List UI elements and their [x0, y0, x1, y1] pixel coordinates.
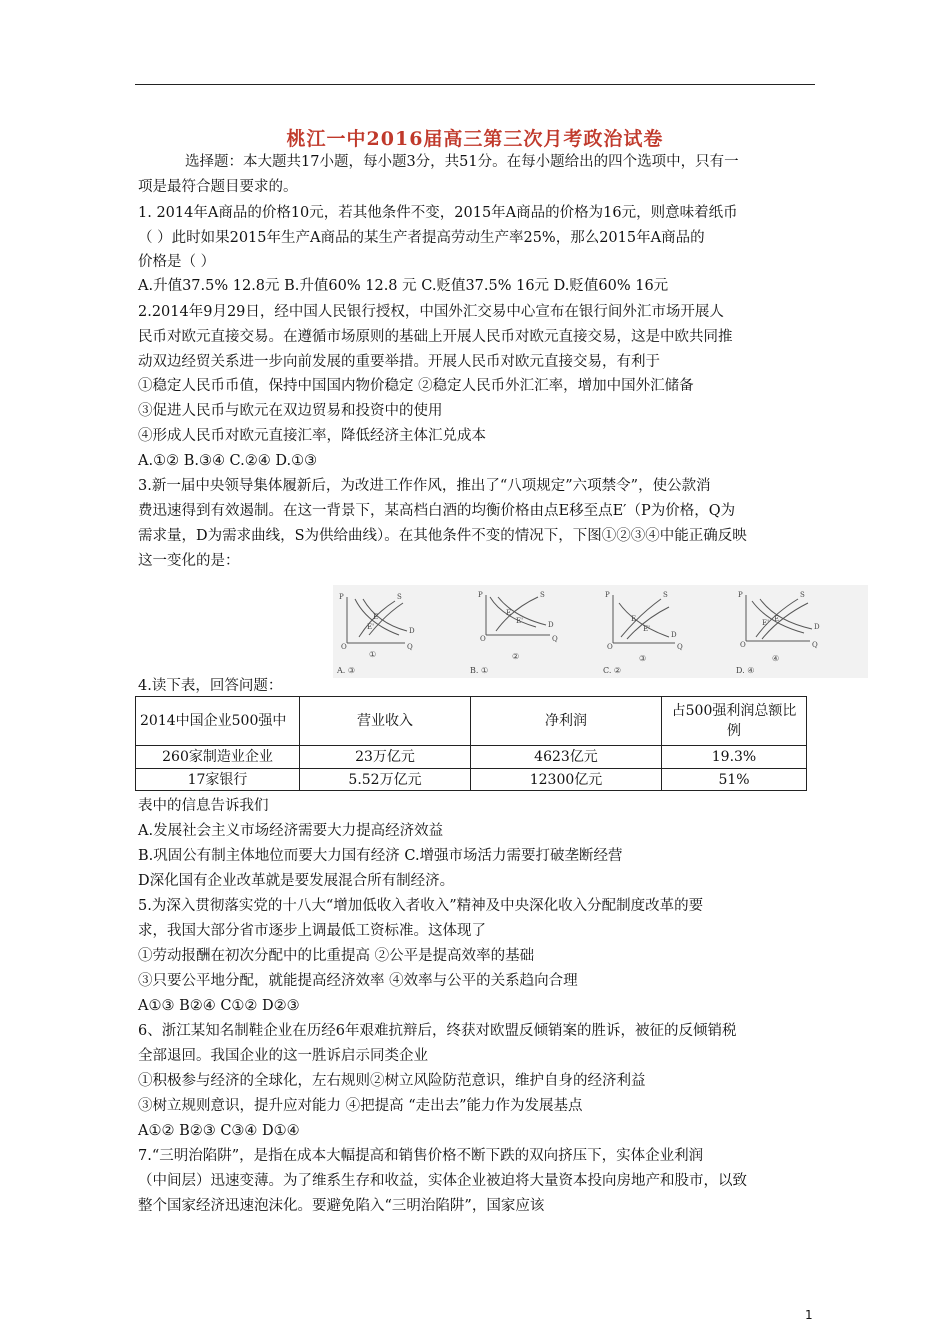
- s-label: S: [800, 591, 805, 599]
- p-axis-label: P: [738, 591, 743, 599]
- text-line: ①稳定人民币币值，保持中国国内物价稳定 ②稳定人民币外汇汇率，增加中国外汇储备: [138, 378, 694, 394]
- question-4-intro: 4.读下表，回答问题：: [138, 678, 283, 694]
- e-prime-label: E': [762, 619, 770, 627]
- d-label: D: [409, 627, 415, 635]
- text-line: （ ）此时如果2015年生产A商品的某生产者提高劳动生产率25%，那么2015年A商品的: [138, 230, 705, 246]
- text-line: ③促进人民币与欧元在双边贸易和投资中的使用: [138, 403, 443, 419]
- text-line: ①劳动报酬在初次分配中的比重提高 ②公平是提高效率的基础: [138, 948, 535, 964]
- text-line: B.巩固公有制主体地位而要大力国有经济 C.增强市场活力需要打破垄断经营: [138, 848, 623, 864]
- table-row: [136, 746, 807, 769]
- text-line: 7.“三明治陷阱”，是指在成本大幅提高和销售价格不断下跌的双向挤压下，实体企业利润: [138, 1148, 704, 1164]
- figure-number: ②: [512, 652, 520, 661]
- origin-label: O: [740, 641, 746, 649]
- origin-label: O: [341, 643, 347, 651]
- table-header-cell: 2014中国企业500强中: [136, 697, 300, 746]
- figure-number: ③: [639, 654, 647, 663]
- text-line: （中间层）迅速变薄。为了维系生存和收益，实体企业被迫将大量资本投向房地产和股市，以致: [138, 1173, 747, 1189]
- p-axis-label: P: [605, 591, 610, 599]
- table-cell: 4623亿元: [471, 746, 662, 769]
- origin-label: O: [480, 635, 486, 643]
- text-line: ③树立规则意识，提升应对能力 ④把提高 “走出去”能力作为发展基点: [138, 1098, 583, 1114]
- q-axis-label: Q: [552, 635, 558, 643]
- d-label: D: [671, 631, 677, 639]
- figure-answer-label: D. ④: [736, 666, 755, 675]
- text-line: ③只要公平地分配，就能提高经济效率 ④效率与公平的关系趋向合理: [138, 973, 578, 989]
- text-line: A.①② B.③④ C.②④ D.①③: [138, 453, 318, 469]
- figure-1: [333, 585, 463, 678]
- text-line: A①③ B②④ C①② D②③: [138, 998, 300, 1014]
- table-cell: 23万亿元: [300, 746, 471, 769]
- text-line: 费迅速得到有效遏制。在这一背景下，某高档白酒的均衡价格由点E移至点E′（P为价格，Q为: [138, 503, 736, 519]
- figure-2: [466, 585, 596, 678]
- text-line: 求，我国大部分省市逐步上调最低工资标准。这体现了: [138, 923, 486, 939]
- e-prime-label: E': [516, 617, 524, 625]
- text-line: 5.为深入贯彻落实党的十八大“增加低收入者收入”精神及中央深化收入分配制度改革的要: [138, 898, 704, 914]
- table-row: [136, 769, 807, 791]
- s-label: S: [540, 591, 545, 599]
- table-cell: 51%: [662, 769, 807, 791]
- enterprise-table: [135, 696, 807, 791]
- text-line: 2.2014年9月29日，经中国人民银行授权，中国外汇交易中心宣布在银行间外汇市场开展人: [138, 304, 724, 320]
- text-line: 3.新一届中央领导集体履新后，为改进工作作风，推出了“八项规定”六项禁令”，使公款消: [138, 478, 711, 494]
- text-line: 需求量，D为需求曲线，S为供给曲线）。在其他条件不变的情况下，下图①②③④中能正确反映: [138, 528, 747, 544]
- figure-answer-label: B. ①: [470, 666, 489, 675]
- text-line: 表中的信息告诉我们: [138, 798, 269, 814]
- text-line: D深化国有企业改革就是要发展混合所有制经济。: [138, 873, 455, 889]
- top-rule: [135, 84, 815, 85]
- p-axis-label: P: [478, 591, 483, 599]
- s-label: S: [663, 591, 668, 599]
- table-header-row: [136, 697, 807, 746]
- p-axis-label: P: [339, 593, 344, 601]
- d-label: D: [814, 623, 820, 631]
- text-line: 这一变化的是：: [138, 553, 240, 569]
- e-prime-label: E': [643, 625, 651, 633]
- table-header-cell: 占500强利润总额比例: [662, 697, 807, 746]
- table-cell: 260家制造业企业: [136, 746, 300, 769]
- e-label: E: [373, 613, 379, 621]
- text-line: 选择题：本大题共17小题，每小题3分，共51分。在每小题给出的四个选项中，只有一: [185, 154, 739, 170]
- table-cell: 12300亿元: [471, 769, 662, 791]
- text-line: 全部退回。我国企业的这一胜诉启示同类企业: [138, 1048, 428, 1064]
- page-number: 1: [805, 1308, 813, 1322]
- d-label: D: [548, 621, 554, 629]
- figure-4: [732, 585, 868, 678]
- table-header-cell: 净利润: [471, 697, 662, 746]
- text-line: 6、浙江某知名制鞋企业在历经6年艰难抗辩后，终获对欧盟反倾销案的胜诉，被征的反倾销税: [138, 1023, 737, 1039]
- figure-answer-label: A. ③: [337, 666, 356, 675]
- text-line: 1. 2014年A商品的价格10元，若其他条件不变，2015年A商品的价格为16元，则意味着纸币: [138, 205, 738, 221]
- figure-number: ④: [772, 654, 780, 663]
- figure-3: [599, 585, 729, 678]
- supply-demand-figures: [333, 585, 868, 678]
- text-line: A.升值37.5% 12.8元 B.升值60% 12.8 元 C.贬值37.5% 16元 D.贬值60% 16元: [138, 278, 669, 294]
- text-line: 动双边经贸关系进一步向前发展的重要举措。开展人民币对欧元直接交易，有利于: [138, 354, 660, 370]
- e-label: E: [774, 615, 780, 623]
- text-line: ①积极参与经济的全球化，左右规则②树立风险防范意识，维护自身的经济利益: [138, 1073, 646, 1089]
- figure-number: ①: [369, 650, 377, 659]
- e-label: E: [631, 615, 637, 623]
- text-line: 项是最符合题目要求的。: [138, 179, 298, 195]
- text-line: A.发展社会主义市场经济需要大力提高经济效益: [138, 823, 444, 839]
- text-line: 价格是（ ）: [138, 254, 216, 270]
- table-header-cell: 营业收入: [300, 697, 471, 746]
- text-line: A①② B②③ C③④ D①④: [138, 1123, 300, 1139]
- document-title: 桃江一中2016届高三第三次月考政治试卷: [286, 128, 664, 150]
- table-cell: 5.52万亿元: [300, 769, 471, 791]
- table-cell: 19.3%: [662, 746, 807, 769]
- text-line: 整个国家经济迅速泡沫化。要避免陷入“三明治陷阱”，国家应该: [138, 1198, 545, 1214]
- text-line: ④形成人民币对欧元直接汇率，降低经济主体汇兑成本: [138, 428, 486, 444]
- q-axis-label: Q: [677, 643, 683, 651]
- q-axis-label: Q: [812, 641, 818, 649]
- figure-answer-label: C. ②: [603, 666, 622, 675]
- origin-label: O: [607, 643, 613, 651]
- text-line: 民币对欧元直接交易。在遵循市场原则的基础上开展人民币对欧元直接交易，这是中欧共同推: [138, 329, 733, 345]
- q-axis-label: Q: [407, 643, 413, 651]
- e-label: E: [506, 609, 512, 617]
- table-cell: 17家银行: [136, 769, 300, 791]
- s-label: S: [397, 593, 402, 601]
- e-prime-label: E': [367, 623, 375, 631]
